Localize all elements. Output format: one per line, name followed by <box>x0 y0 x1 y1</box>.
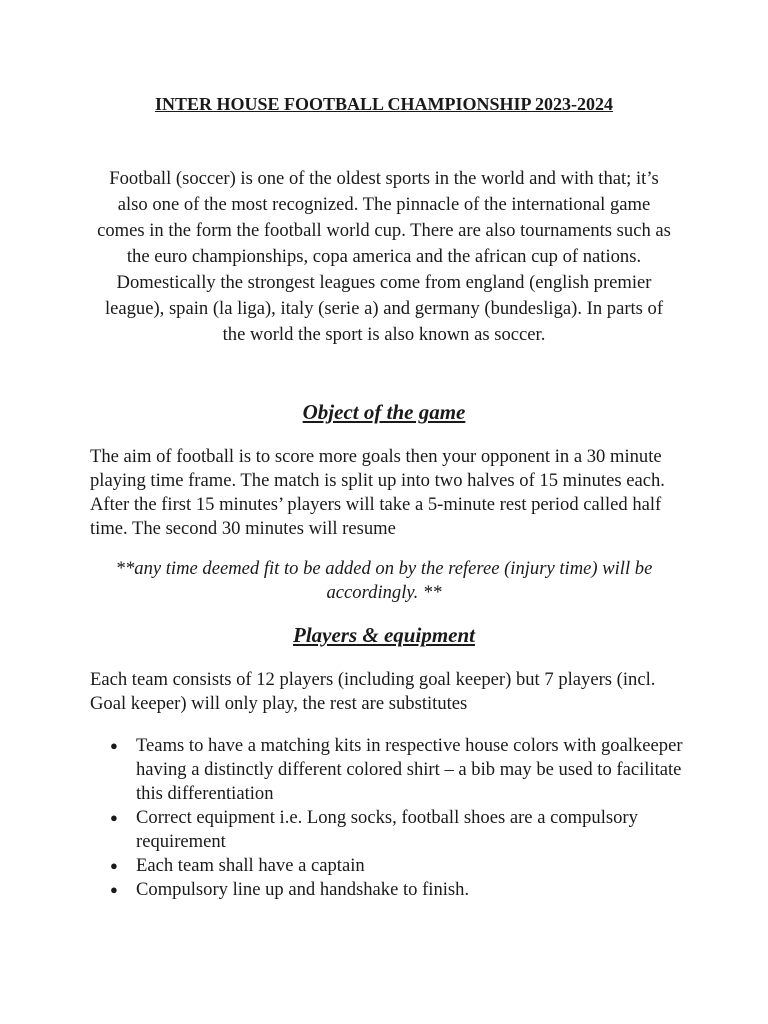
bullet-icon: ● <box>110 738 118 753</box>
players-equipment-heading: Players & equipment <box>293 623 475 647</box>
list-item <box>110 878 700 902</box>
intro-paragraph: Football (soccer) is one of the oldest sports in the world and with that; it’s also one of the most recognized. The pinnacle of the international game comes in the form the football world cup. There are also tournaments such as the euro championships, copa america and the african cup of nations. Domestically the strongest leagues come from england (english premier league), spain (la liga), italy (serie a) and germany (bundesliga). In parts of the world the sport is also known as soccer. <box>97 168 671 345</box>
equipment-bullet-list <box>110 734 700 902</box>
object-of-game-paragraph: The aim of football is to score more goals then your opponent in a 30 minute playing time frame. The match is split up into two halves of 15 minutes each. After the first 15 minutes’ players will take a 5-minute rest period called half time. The second 30 minutes will resume <box>90 446 665 539</box>
bullet-icon: ● <box>110 858 118 873</box>
bullet-text: Compulsory line up and handshake to finish. <box>136 879 470 900</box>
bullet-icon: ● <box>110 810 118 825</box>
bullet-text: Teams to have a matching kits in respective house colors with goalkeeper having a distinctly different colored shirt – a bib may be used to facilitate this differentiation <box>136 735 683 804</box>
bullet-icon: ● <box>110 882 118 897</box>
list-item <box>110 734 700 806</box>
injury-time-note: **any time deemed fit to be added on by the referee (injury time) will be accordingly. ** <box>115 558 653 603</box>
bullet-text: Each team shall have a captain <box>136 855 365 876</box>
bullet-text: Correct equipment i.e. Long socks, football shoes are a compulsory requirement <box>136 807 638 852</box>
object-of-game-heading: Object of the game <box>302 400 466 424</box>
document-title: INTER HOUSE FOOTBALL CHAMPIONSHIP 2023-2024 <box>154 94 614 114</box>
list-item <box>110 806 700 854</box>
players-equipment-paragraph: Each team consists of 12 players (including goal keeper) but 7 players (incl. Goal keeper) will only play, the rest are substitutes <box>90 669 656 714</box>
list-item <box>110 854 700 878</box>
